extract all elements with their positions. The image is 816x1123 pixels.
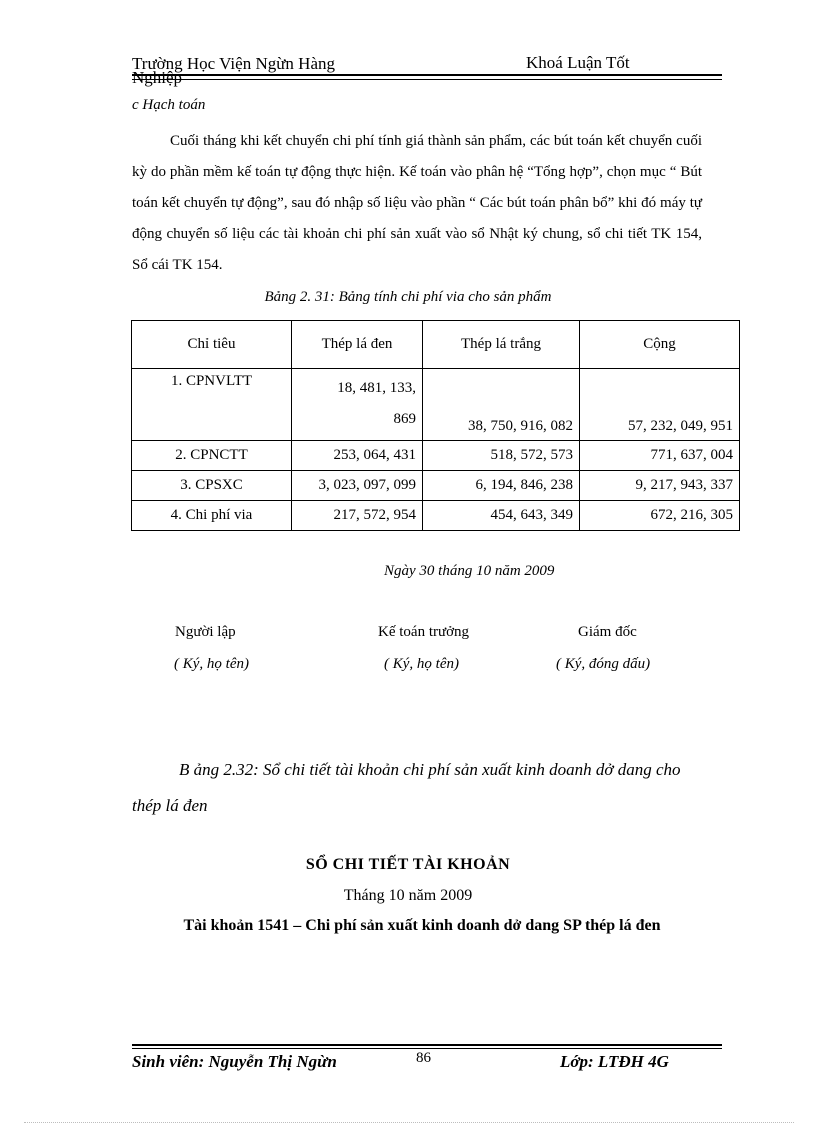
- section-subheading: c Hạch toán: [132, 97, 206, 113]
- preparer-label: Người lập: [175, 624, 236, 640]
- signoff-date: Ngày 30 tháng 10 năm 2009: [384, 563, 555, 579]
- cell-line: 18, 481, 133,: [337, 380, 416, 396]
- chief-accountant-label: Kế toán trưởng: [378, 624, 470, 640]
- table-cell: [292, 369, 423, 441]
- table-header-row: [132, 321, 740, 369]
- column-header: Cộng: [580, 321, 740, 369]
- table-row: [132, 369, 740, 441]
- row-label: 4. Chi phí via: [132, 501, 292, 531]
- chief-accountant-note: ( Ký, họ tên): [384, 656, 459, 672]
- header-rule-thick: [132, 74, 722, 76]
- footer-rule-thick: [132, 1044, 722, 1046]
- ledger-title: SỔ CHI TIẾT TÀI KHOẢN: [305, 856, 511, 873]
- column-header: Thép lá trắng: [423, 321, 580, 369]
- ledger-month: Tháng 10 năm 2009: [343, 887, 473, 904]
- table-cell: 57, 232, 049, 951: [580, 369, 740, 441]
- footer-class: Lớp: LTĐH 4G: [560, 1052, 669, 1071]
- row-label: 2. CPNCTT: [132, 441, 292, 471]
- ledger-caption: B ảng 2.32: Sổ chi tiết tài khoản chi phí sản xuất kinh doanh dở dang cho thép lá đen: [132, 760, 681, 815]
- table-row: [132, 471, 740, 501]
- body-paragraph: Cuối tháng khi kết chuyển chi phí tính giá thành sản phẩm, các bút toán kết chuyển cuối kỳ do phần mềm kế toán tự động thực hiện. Kế toán vào phân hệ “Tổng hợp”, chọn mục “ Bút toán kết chuyển tự động”, sau đó nhập số liệu vào phần “ Các bút toán phân bổ” khi đó máy tự động chuyển số liệu các tài khoản chi phí sản xuất vào sổ Nhật ký chung, sổ chi tiết TK 154, Sổ cái TK 154.: [132, 133, 702, 273]
- header-wrap-text: Nghiệp: [132, 68, 183, 87]
- table-cell: 518, 572, 573: [423, 441, 580, 471]
- table-cell: 771, 637, 004: [580, 441, 740, 471]
- table-cell: 217, 572, 954: [292, 501, 423, 531]
- table-caption: Bảng 2. 31: Bảng tính chi phí via cho sản phẩm: [264, 289, 552, 305]
- header-school-name: Trường Học Viện Ngừn Hàng: [132, 54, 336, 73]
- column-header: Chỉ tiêu: [132, 321, 292, 369]
- header-school: [132, 53, 335, 89]
- header-rule-thin: [132, 79, 722, 80]
- table-row: [132, 441, 740, 471]
- footer-rule-thin: [132, 1048, 722, 1049]
- table-row: [132, 501, 740, 531]
- page-number: 86: [416, 1050, 431, 1066]
- ledger-account: Tài khoản 1541 – Chi phí sản xuất kinh doanh dở dang SP thép lá đen: [183, 917, 661, 934]
- table-cell: 6, 194, 846, 238: [423, 471, 580, 501]
- table-cell: 9, 217, 943, 337: [580, 471, 740, 501]
- footer-student: Sinh viên: Nguyễn Thị Ngừn: [132, 1052, 337, 1071]
- director-note: ( Ký, đóng dấu): [556, 656, 651, 672]
- column-header: Thép lá đen: [292, 321, 423, 369]
- table-cell: 672, 216, 305: [580, 501, 740, 531]
- table-cell: 3, 023, 097, 099: [292, 471, 423, 501]
- table-cell: 38, 750, 916, 082: [423, 369, 580, 441]
- preparer-note: ( Ký, họ tên): [174, 656, 249, 672]
- header-thesis: Khoá Luận Tốt: [526, 53, 630, 72]
- row-label: 3. CPSXC: [132, 471, 292, 501]
- cost-table: [131, 320, 740, 531]
- table-cell: 253, 064, 431: [292, 441, 423, 471]
- table-cell: 454, 643, 349: [423, 501, 580, 531]
- cell-line: 869: [393, 411, 416, 427]
- row-label: 1. CPNVLTT: [132, 369, 292, 441]
- director-label: Giám đốc: [578, 624, 637, 640]
